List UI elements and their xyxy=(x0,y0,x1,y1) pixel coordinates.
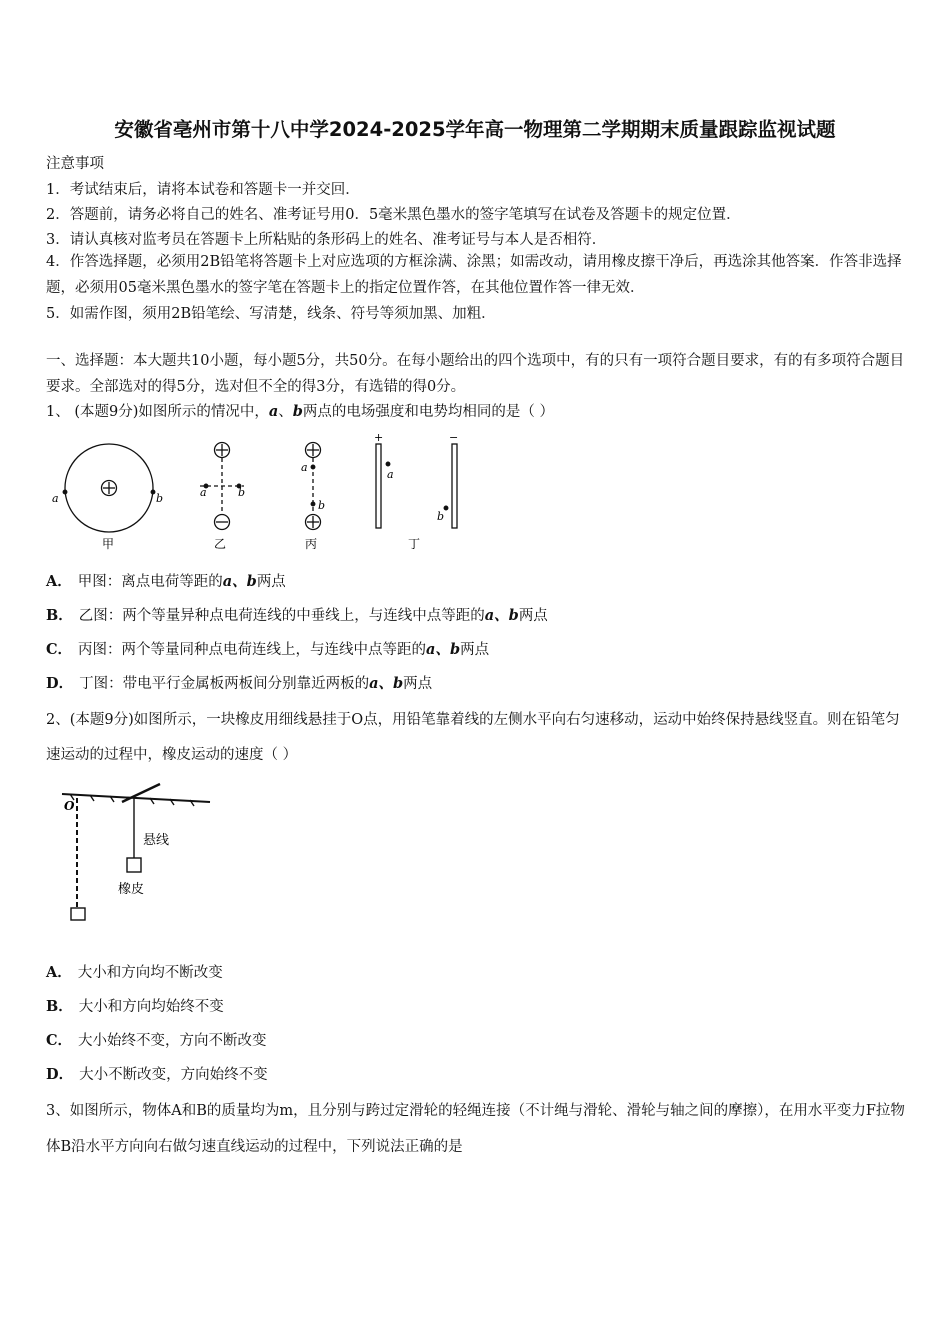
q2-option-b: B． 大小和方向均始终不变 xyxy=(46,998,224,1015)
q1-option-d: D． 丁图：带电平行金属板两板间分别靠近两板的a、b两点 xyxy=(46,675,433,692)
exam-title: 安徽省亳州市第十八中学2024-2025学年高一物理第二学期期末质量跟踪监视试题 xyxy=(114,118,836,141)
q2-option-c: C． 大小始终不变，方向不断改变 xyxy=(46,1032,267,1049)
fig-ding-minus: − xyxy=(449,431,459,444)
fig-ding-b: b xyxy=(437,510,445,523)
notice-item-1: 1．考试结束后，请将本试卷和答题卡一并交回． xyxy=(46,182,360,198)
fig-bing-a: a xyxy=(301,461,308,474)
q2-option-d: D． 大小不断改变，方向始终不变 xyxy=(46,1066,268,1083)
figure-ding xyxy=(376,444,457,528)
fig-ding-plus: + xyxy=(374,431,384,444)
fig-bing-b: b xyxy=(318,499,326,512)
fig-yi-b: b xyxy=(238,486,246,499)
fig-jia-a: a xyxy=(52,492,59,505)
q1-option-c: C． 丙图：两个等量同种点电荷连线上，与连线中点等距的a、b两点 xyxy=(46,641,490,658)
fig-jia-b: b xyxy=(156,492,164,505)
notice-item-5: 5．如需作图，须用2B铅笔绘、写清楚，线条、符号等须加黑、加粗． xyxy=(46,306,496,322)
fig-yi-a: a xyxy=(200,486,207,499)
fig-ding-a: a xyxy=(387,468,394,481)
figure-jia xyxy=(63,444,155,532)
fig-yi-caption: 乙 xyxy=(214,537,227,551)
q2-figure xyxy=(50,780,220,935)
notice-heading: 注意事项 xyxy=(46,156,104,172)
figure-bing xyxy=(306,443,321,530)
notice-item-2: 2．答题前，请务必将自己的姓名、准考证号用0．5毫米黑色墨水的签字笔填写在试卷及答题卡的规定位置． xyxy=(46,207,741,223)
section1-intro: 一、选择题：本大题共10小题，每小题5分，共50分。在每小题给出的四个选项中，有的只有一项符合题目要求，有的有多项符合题目要求。全部选对的得5分，选对但不全的得3分，有选错的得0分。 xyxy=(46,353,905,395)
q1-stem: 1、 (本题9分)如图所示的情况中，a、b两点的电场强度和电势均相同的是（ ） xyxy=(46,403,555,420)
q2-option-a: A． 大小和方向均不断改变 xyxy=(46,964,223,981)
q1-option-a: A． 甲图：离点电荷等距的a、b两点 xyxy=(46,573,286,590)
fig-jia-caption: 甲 xyxy=(102,537,115,551)
fig-bing-caption: 丙 xyxy=(305,537,318,551)
q2-label-xiangpi: 橡皮 xyxy=(118,882,145,897)
q1-option-b: B． 乙图：两个等量异种点电荷连线的中垂线上，与连线中点等距的a、b两点 xyxy=(46,607,548,624)
q2-label-xuanxian: 悬线 xyxy=(143,833,170,848)
q2-label-o: O xyxy=(64,799,75,813)
q2-stem: 2、(本题9分)如图所示，一块橡皮用细线悬挂于O点，用铅笔靠着线的左侧水平向右匀速移动，运动中始终保持悬线竖直。则在铅笔匀速运动的过程中，橡皮运动的速度（ ） xyxy=(46,712,900,763)
q1-figure xyxy=(40,430,480,560)
notice-item-3: 3．请认真核对监考员在答题卡上所粘贴的条形码上的姓名、准考证号与本人是否相符． xyxy=(46,232,607,248)
notice-item-4: 4．作答选择题，必须用2B铅笔将答题卡上对应选项的方框涂满、涂黑；如需改动，请用橡皮擦干净后，再选涂其他答案．作答非选择题，必须用05毫米黑色墨水的签字笔在答题卡上的指定位置作答，在其他位置作答一律无效． xyxy=(46,254,902,296)
q3-stem: 3、如图所示，物体A和B的质量均为m，且分别与跨过定滑轮的轻绳连接（不计绳与滑轮、滑轮与轴之间的摩擦），在用水平变力F拉物体B沿水平方向向右做匀速直线运动的过程中，下列说法正确的是 xyxy=(46,1103,905,1155)
fig-ding-caption: 丁 xyxy=(408,537,421,551)
